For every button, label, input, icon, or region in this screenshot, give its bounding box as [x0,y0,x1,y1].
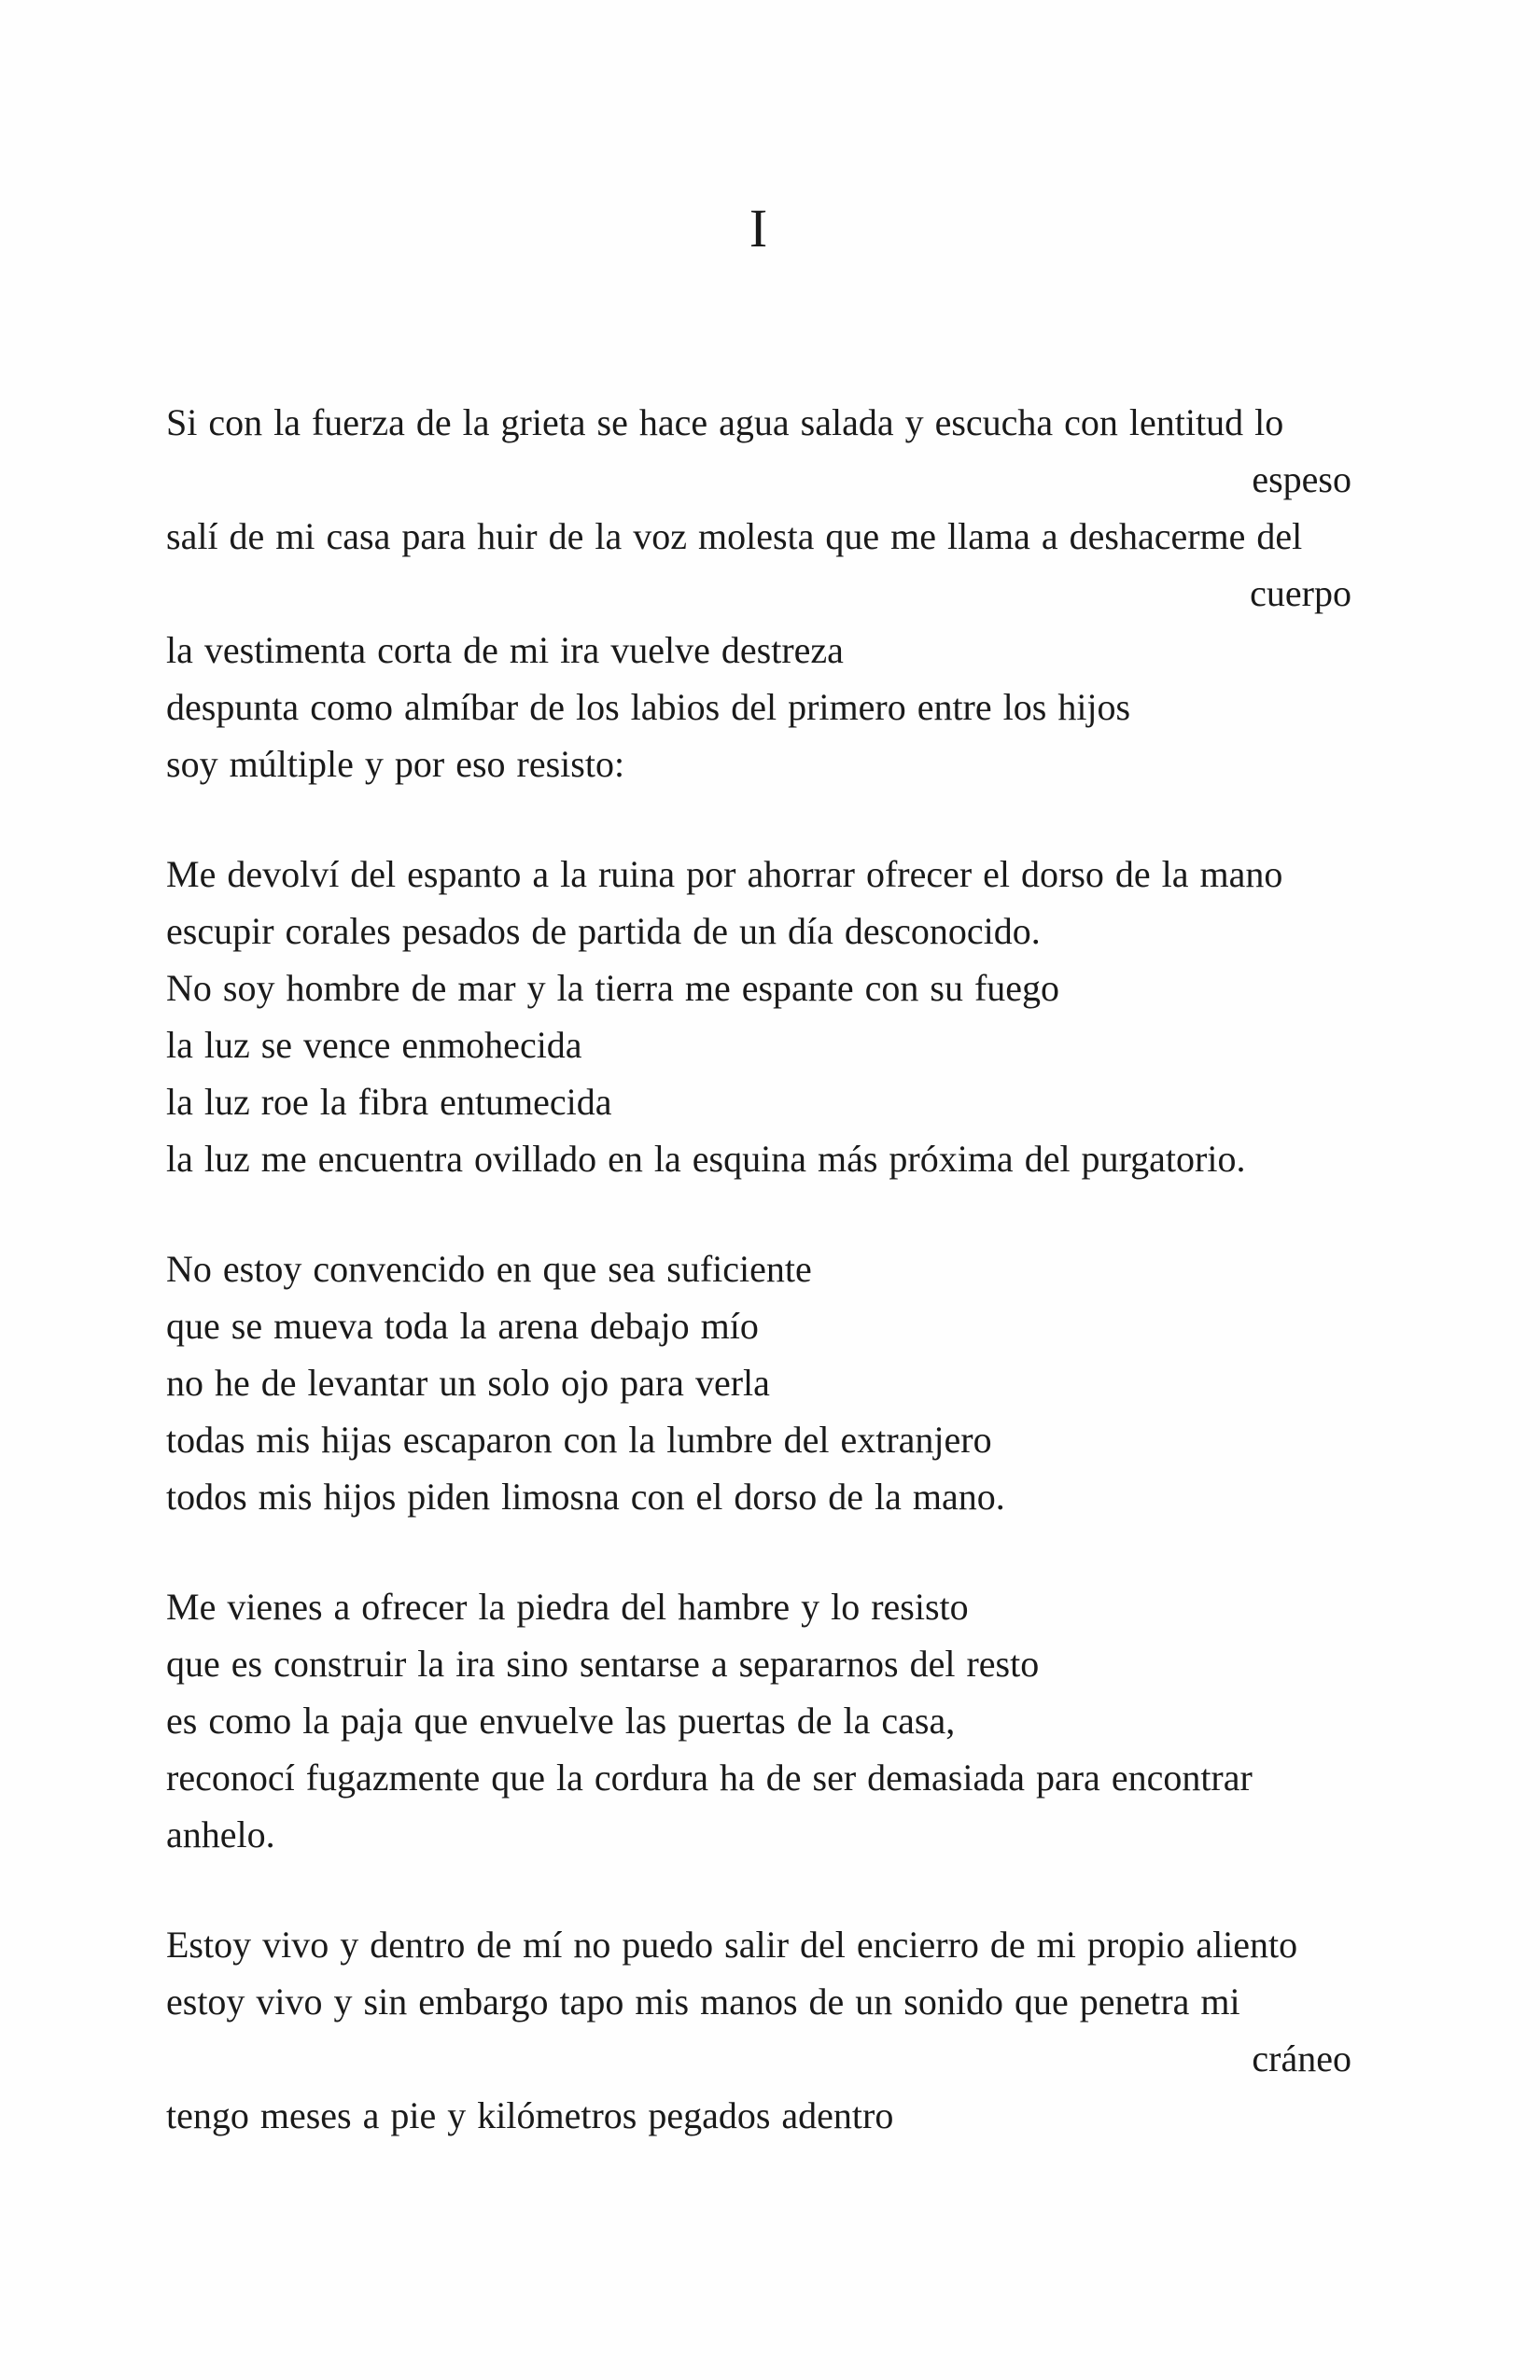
poem-line: cráneo [1252,2037,1351,2079]
poem-line: es como la paja que envuelve las puertas de la casa, [166,1700,956,1742]
poem-line: No soy hombre de mar y la tierra me espante con su fuego [166,967,1060,1009]
poem-line: soy múltiple y por eso resisto: [166,743,625,785]
poem-line: despunta como almíbar de los labios del primero entre los hijos [166,686,1131,728]
poem-line: la luz se vence enmohecida [166,1024,582,1066]
stanza-1 [166,394,1351,792]
poem-line: cuerpo [1250,572,1351,614]
poem-line: la vestimenta corta de mi ira vuelve destreza [166,629,844,671]
poem-line: tengo meses a pie y kilómetros pegados adentro [166,2094,894,2136]
poem-line: escupir corales pesados de partida de un día desconocido. [166,910,1041,952]
poem-line: todos mis hijos piden limosna con el dorso de la mano. [166,1476,1005,1518]
poem-line: la luz me encuentra ovillado en la esquina más próxima del purgatorio. [166,1138,1246,1180]
stanza-5 [166,1916,1351,2144]
poem-line: No estoy convencido en que sea suficiente [166,1248,812,1290]
poem-line: que es construir la ira sino sentarse a separarnos del resto [166,1643,1040,1685]
poem-line: anhelo. [166,1813,275,1855]
section-number: I [749,198,769,259]
poem-line: no he de levantar un solo ojo para verla [166,1362,770,1404]
poem-line: Si con la fuerza de la grieta se hace agua salada y escucha con lentitud lo [166,401,1284,443]
poem-line: Me devolví del espanto a la ruina por ahorrar ofrecer el dorso de la mano [166,853,1283,895]
poem-line: Estoy vivo y dentro de mí no puedo salir del encierro de mi propio aliento [166,1924,1298,1966]
poem-line: reconocí fugazmente que la cordura ha de ser demasiada para encontrar [166,1757,1253,1799]
poem-line: espeso [1252,458,1351,500]
stanza-2 [166,846,1351,1187]
stanza-3 [166,1240,1351,1525]
poem-line: que se mueva toda la arena debajo mío [166,1305,759,1347]
poem-line: estoy vivo y sin embargo tapo mis manos de un sonido que penetra mi [166,1981,1240,2023]
poem-body [166,394,1351,2144]
poem-line: salí de mi casa para huir de la voz molesta que me llama a deshacerme del [166,515,1303,557]
poem-line: Me vienes a ofrecer la piedra del hambre y lo resisto [166,1586,969,1628]
stanza-4 [166,1578,1351,1863]
poem-line: la luz roe la fibra entumecida [166,1081,612,1123]
poem-line: todas mis hijas escaparon con la lumbre del extranjero [166,1419,992,1461]
